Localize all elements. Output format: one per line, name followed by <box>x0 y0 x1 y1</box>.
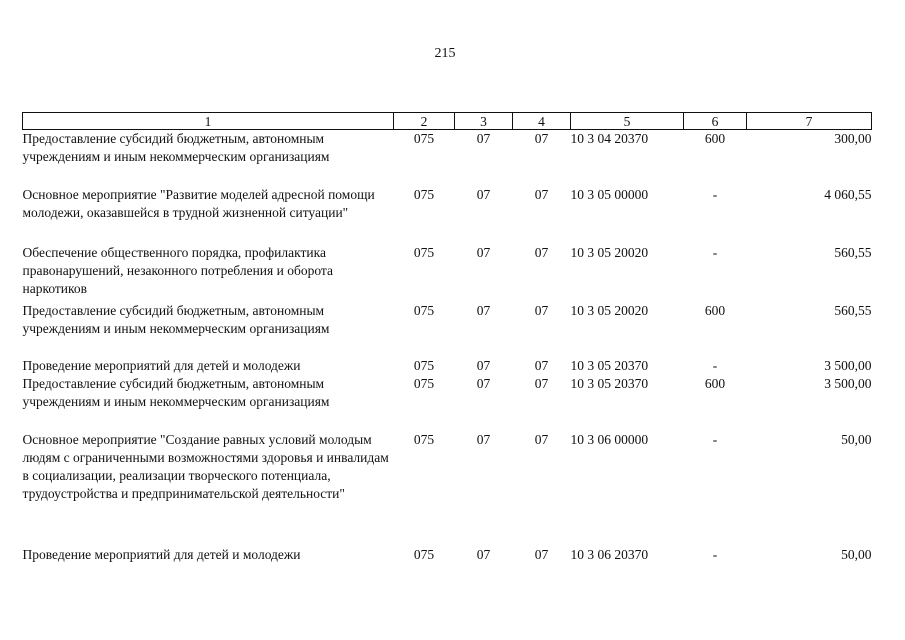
cell-col7: 50,00 <box>841 546 872 562</box>
table-row <box>23 244 872 302</box>
cell-col5: 10 3 06 00000 <box>570 431 649 447</box>
cell-col3: 07 <box>476 357 491 373</box>
row-name: Предоставление субсидий бюджетным, автономным учреждениям и иным некоммерческим организациям <box>22 131 330 164</box>
row-name: Основное мероприятие "Создание равных условий молодым людям с ограниченными возможностями здоровья и инвалидам в социализации, реализации творческого потенциала, трудоустройства и предпринимательской деятельности" <box>22 431 389 501</box>
table-header-row <box>23 113 872 130</box>
cell-col6: 600 <box>704 375 726 391</box>
cell-col6: - <box>712 186 718 202</box>
page-number: 215 <box>434 46 456 61</box>
cell-col5: 10 3 05 20370 <box>570 375 649 391</box>
cell-col4: 07 <box>534 244 549 260</box>
row-name: Проведение мероприятий для детей и молодежи <box>22 357 301 373</box>
cell-col5: 10 3 05 00000 <box>570 186 649 202</box>
cell-col2: 075 <box>413 302 435 318</box>
cell-col5: 10 3 04 20370 <box>570 131 649 146</box>
cell-col3: 07 <box>476 302 491 318</box>
row-name: Основное мероприятие "Развитие моделей адресной помощи молодежи, оказавшейся в трудной жизненной ситуации" <box>22 186 375 220</box>
table-row <box>23 130 872 186</box>
column-header: 2 <box>394 113 455 130</box>
cell-col2: 075 <box>413 131 435 146</box>
cell-col4: 07 <box>534 357 549 373</box>
cell-col3: 07 <box>476 244 491 260</box>
cell-col4: 07 <box>534 375 549 391</box>
table-row <box>23 302 872 357</box>
cell-col4: 07 <box>534 302 549 318</box>
cell-col5: 10 3 05 20020 <box>570 302 649 318</box>
cell-col7: 560,55 <box>834 244 872 260</box>
row-name: Предоставление субсидий бюджетным, автономным учреждениям и иным некоммерческим организациям <box>22 302 330 336</box>
table-row <box>23 357 872 375</box>
cell-col7: 3 500,00 <box>824 357 872 373</box>
column-header: 6 <box>684 113 747 130</box>
cell-col2: 075 <box>413 431 435 447</box>
cell-col7: 560,55 <box>834 302 872 318</box>
cell-col4: 07 <box>534 131 549 146</box>
cell-col6: - <box>712 546 718 562</box>
cell-col6: - <box>712 244 718 260</box>
cell-col5: 10 3 06 20370 <box>570 546 649 562</box>
cell-col7: 50,00 <box>841 431 872 447</box>
row-name: Предоставление субсидий бюджетным, автономным учреждениям и иным некоммерческим организациям <box>22 375 330 409</box>
cell-col7: 3 500,00 <box>824 375 872 391</box>
cell-col5: 10 3 05 20020 <box>570 244 649 260</box>
cell-col2: 075 <box>413 375 435 391</box>
table-row <box>23 375 872 431</box>
row-name: Обеспечение общественного порядка, профилактика правонарушений, незаконного потребления и оборота наркотиков <box>22 244 333 296</box>
table-row <box>23 186 872 244</box>
cell-col6: 600 <box>704 302 726 318</box>
cell-col3: 07 <box>476 186 491 202</box>
cell-col4: 07 <box>534 546 549 562</box>
cell-col2: 075 <box>413 244 435 260</box>
cell-col3: 07 <box>476 375 491 391</box>
budget-table <box>22 112 872 564</box>
cell-col4: 07 <box>534 186 549 202</box>
column-header: 4 <box>513 113 571 130</box>
column-header: 5 <box>571 113 684 130</box>
table-row <box>23 431 872 546</box>
cell-col3: 07 <box>476 131 491 146</box>
cell-col3: 07 <box>476 546 491 562</box>
column-header: 7 <box>747 113 872 130</box>
cell-col7: 300,00 <box>834 131 872 146</box>
table-row <box>23 546 872 564</box>
cell-col4: 07 <box>534 431 549 447</box>
cell-col2: 075 <box>413 546 435 562</box>
cell-col3: 07 <box>476 431 491 447</box>
cell-col6: - <box>712 357 718 373</box>
cell-col2: 075 <box>413 186 435 202</box>
cell-col7: 4 060,55 <box>824 186 872 202</box>
column-header: 1 <box>23 113 394 130</box>
cell-col6: - <box>712 431 718 447</box>
cell-col6: 600 <box>704 131 726 146</box>
cell-col2: 075 <box>413 357 435 373</box>
row-name: Проведение мероприятий для детей и молодежи <box>22 546 301 562</box>
column-header: 3 <box>455 113 513 130</box>
cell-col5: 10 3 05 20370 <box>570 357 649 373</box>
